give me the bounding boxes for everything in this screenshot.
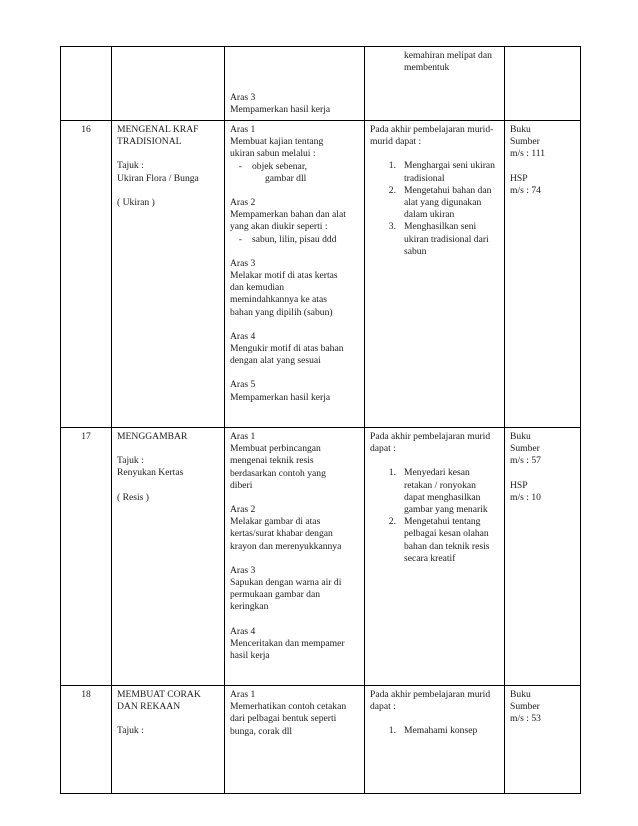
outcome-number: 1. — [388, 467, 396, 479]
spacer — [117, 480, 219, 492]
activity-line: berdasarkan contoh yang — [230, 467, 326, 479]
reference-line: Buku — [510, 689, 531, 700]
activity-block — [230, 367, 359, 403]
outcome-item — [370, 197, 499, 209]
week-number: 18 — [61, 686, 112, 794]
reference-line: m/s : 111 — [510, 148, 546, 160]
outcome-text: Mengetahui tentang — [404, 516, 481, 528]
topic-line: MENGGAMBAR — [117, 431, 188, 442]
table-row — [61, 47, 581, 121]
activity-block — [230, 185, 359, 246]
references-cell — [505, 47, 581, 121]
outcome-number — [370, 541, 404, 553]
outcome-item — [370, 541, 499, 553]
topic-cell — [112, 121, 225, 428]
activity-level: Aras 2 — [230, 197, 256, 209]
topic-cell — [112, 686, 225, 794]
week-number: 17 — [61, 428, 112, 686]
outcome-item — [370, 528, 499, 540]
outcome-number: 1. — [388, 160, 396, 172]
activity-level: Aras 3 — [230, 91, 256, 103]
topic-line: Renyukan Kertas — [117, 467, 184, 479]
reference-line: HSP — [510, 172, 528, 184]
dash-text: sabun, lilin, pisau ddd — [252, 233, 337, 245]
activity-block — [230, 553, 359, 614]
activity-line: Membuat kajian tentang — [230, 136, 324, 148]
lesson-plan-table — [60, 46, 581, 794]
outcomes-cell — [365, 121, 505, 428]
week-number: 16 — [61, 121, 112, 428]
outcome-text: Memahami konsep — [404, 725, 478, 737]
topic-line: ( Resis ) — [117, 491, 149, 503]
activity-block — [230, 431, 359, 492]
activity-line: keringkan — [230, 601, 269, 613]
activity-line: Menceritakan dan mempamer — [230, 637, 345, 649]
outcome-item — [370, 209, 499, 221]
topic-line: MEMBUAT CORAK — [117, 689, 201, 700]
outcome-intro: dapat : — [370, 443, 396, 455]
document-page — [60, 46, 580, 794]
outcome-item — [370, 185, 499, 197]
outcome-number — [370, 173, 404, 185]
activity-line: bunga, corak dll — [230, 725, 293, 737]
outcome-number — [370, 246, 404, 258]
outcome-text: bahan dan teknik resis — [404, 540, 490, 552]
activity-level: Aras 3 — [230, 564, 256, 576]
activities-cell — [225, 121, 365, 428]
outcome-item — [370, 173, 499, 185]
dash-text: gambar dll — [265, 172, 307, 184]
activity-line: bahan yang dipilih (sabun) — [230, 306, 333, 318]
activity-level: Aras 1 — [230, 124, 256, 135]
outcome-text: alat yang digunakan — [404, 197, 482, 209]
spacer — [230, 614, 359, 626]
outcome-text: dapat menghasilkan — [404, 491, 481, 503]
outcome-item — [370, 492, 499, 504]
spacer — [370, 713, 499, 725]
outcome-number — [370, 504, 404, 516]
outcome-item — [370, 553, 499, 565]
activity-block — [230, 92, 359, 116]
dash-bullet — [230, 173, 252, 185]
topic-cell — [112, 47, 225, 121]
activity-dash-item — [230, 173, 359, 185]
activity-block — [230, 689, 359, 738]
activity-level: Aras 2 — [230, 504, 256, 516]
outcome-intro: Pada akhir pembelajaran murid- — [370, 124, 494, 135]
topic-line: TRADISIONAL — [117, 136, 182, 148]
reference-line: Sumber — [510, 136, 540, 148]
reference-line: m/s : 10 — [510, 491, 541, 503]
activity-line: yang akan diukir seperti : — [230, 221, 328, 233]
outcome-number: 2. — [388, 184, 396, 196]
activity-block — [230, 246, 359, 319]
spacer — [230, 246, 359, 258]
outcome-item — [370, 504, 499, 516]
activity-level: Aras 5 — [230, 379, 256, 391]
activity-line: Membuat perbincangan — [230, 443, 321, 455]
dash-text: objek sebenar, — [252, 160, 308, 172]
outcome-list — [370, 160, 499, 258]
reference-line: HSP — [510, 479, 528, 491]
reference-line: Buku — [510, 124, 531, 135]
references-cell — [505, 121, 581, 428]
activities-cell — [225, 428, 365, 686]
activity-block — [230, 492, 359, 553]
activity-line: dari pelbagai bentuk seperti — [230, 713, 337, 725]
outcome-item — [370, 221, 499, 233]
outcome-item — [370, 234, 499, 246]
spacer — [230, 185, 359, 197]
activities-cell — [225, 686, 365, 794]
outcome-intro: dapat : — [370, 701, 396, 713]
reference-line: m/s : 53 — [510, 713, 541, 725]
outcome-number — [370, 528, 404, 540]
topic-line: Tajuk : — [117, 160, 144, 172]
activity-line: hasil kerja — [230, 650, 270, 662]
activity-block — [230, 319, 359, 368]
activity-dash-item — [230, 161, 359, 173]
activity-line: dengan alat yang sesuai — [230, 355, 321, 367]
spacer — [370, 148, 499, 160]
topic-line: MENGENAL KRAF — [117, 124, 199, 135]
outcome-item — [370, 725, 499, 737]
outcome-list — [370, 725, 499, 737]
activity-line: Melakar motif di atas kertas — [230, 270, 338, 282]
reference-line: Buku — [510, 431, 531, 442]
outcome-text: ukiran tradisional dari — [404, 233, 489, 245]
activity-line: ukiran sabun melalui : — [230, 148, 316, 160]
outcome-text: gambar yang menarik — [404, 504, 488, 516]
references-cell — [505, 428, 581, 686]
activity-line: Melakar gambar di atas — [230, 516, 321, 528]
activity-level: Aras 3 — [230, 257, 256, 269]
spacer — [117, 148, 219, 160]
activity-line: dan kemudian — [230, 282, 285, 294]
outcome-number — [370, 209, 404, 221]
activity-line: diberi — [230, 479, 253, 491]
outcome-number — [370, 234, 404, 246]
spacer — [510, 468, 575, 480]
spacer — [117, 185, 219, 197]
spacer — [230, 553, 359, 565]
outcome-intro: murid dapat : — [370, 136, 422, 148]
activity-level: Aras 1 — [230, 431, 256, 442]
activity-level: Aras 4 — [230, 330, 256, 342]
activity-dash-item — [230, 234, 359, 246]
references-cell — [505, 686, 581, 794]
activity-line: memindahkannya ke atas — [230, 294, 327, 306]
spacer — [370, 455, 499, 467]
outcome-text: retakan / ronyokan — [404, 479, 476, 491]
activity-line: mengenai teknik resis — [230, 455, 314, 467]
dash-bullet: - — [238, 160, 242, 172]
reference-line: m/s : 74 — [510, 184, 541, 196]
outcome-line: kemahiran melipat dan — [404, 50, 492, 61]
outcome-item — [370, 467, 499, 479]
activity-line: permukaan gambar dan — [230, 589, 321, 601]
table-row — [61, 428, 581, 686]
outcome-text: Menyedari kesan — [404, 467, 470, 479]
outcome-number — [370, 553, 404, 565]
spacer — [230, 367, 359, 379]
activity-line: krayon dan merenyukkannya — [230, 540, 342, 552]
activity-line: Mempamerkan hasil kerja — [230, 103, 331, 115]
outcome-number: 3. — [388, 221, 396, 233]
spacer — [117, 713, 219, 725]
week-number — [61, 47, 112, 121]
activity-line: Mempamerkan hasil kerja — [230, 391, 331, 403]
spacer — [117, 443, 219, 455]
spacer — [230, 319, 359, 331]
outcome-text: tradisional — [404, 172, 445, 184]
outcome-item — [370, 516, 499, 528]
topic-line: Tajuk : — [117, 455, 144, 467]
outcome-number — [370, 480, 404, 492]
outcome-line: membentuk — [404, 62, 450, 74]
outcome-number — [370, 197, 404, 209]
outcome-intro: Pada akhir pembelajaran murid — [370, 431, 491, 442]
activity-line: kertas/surat khabar dengan — [230, 528, 333, 540]
reference-line: m/s : 57 — [510, 455, 541, 467]
outcome-text: secara kreatif — [404, 552, 456, 564]
topic-line: DAN REKAAN — [117, 701, 181, 713]
topic-line: ( Ukiran ) — [117, 196, 155, 208]
outcomes-cell — [365, 47, 505, 121]
outcome-number: 2. — [388, 516, 396, 528]
outcome-text: dalam ukiran — [404, 209, 455, 221]
reference-line: Sumber — [510, 701, 540, 713]
topic-cell — [112, 428, 225, 686]
activity-block — [230, 124, 359, 185]
outcome-number: 1. — [388, 725, 396, 737]
activity-line: Sapukan dengan warna air di — [230, 577, 342, 589]
activity-level: Aras 1 — [230, 689, 256, 700]
spacer — [230, 492, 359, 504]
activity-line: Mengukir motif di atas bahan — [230, 343, 344, 355]
activity-block — [230, 614, 359, 663]
activity-level: Aras 4 — [230, 625, 256, 637]
outcome-number — [370, 492, 404, 504]
outcome-item — [370, 160, 499, 172]
outcome-list — [370, 467, 499, 565]
activity-line: Memerhatikan contoh cetakan — [230, 701, 347, 713]
reference-line: Sumber — [510, 443, 540, 455]
outcome-intro: Pada akhir pembelajaran murid — [370, 689, 491, 700]
outcome-item — [370, 246, 499, 258]
outcome-item — [370, 480, 499, 492]
outcome-text: Menghasilkan seni — [404, 221, 477, 233]
table-row — [61, 121, 581, 428]
outcome-text: sabun — [404, 245, 427, 257]
table-row — [61, 686, 581, 794]
dash-bullet: - — [238, 233, 242, 245]
spacer — [510, 161, 575, 173]
topic-line: Ukiran Flora / Bunga — [117, 172, 199, 184]
activities-cell — [225, 47, 365, 121]
outcome-text: pelbagai kesan olahan — [404, 528, 489, 540]
activity-line: Mempamerkan bahan dan alat — [230, 209, 346, 221]
outcomes-cell — [365, 428, 505, 686]
topic-line: Tajuk : — [117, 725, 144, 737]
outcomes-cell — [365, 686, 505, 794]
outcome-text: Menghargai seni ukiran — [404, 160, 495, 172]
outcome-text: Mengetahui bahan dan — [404, 184, 492, 196]
